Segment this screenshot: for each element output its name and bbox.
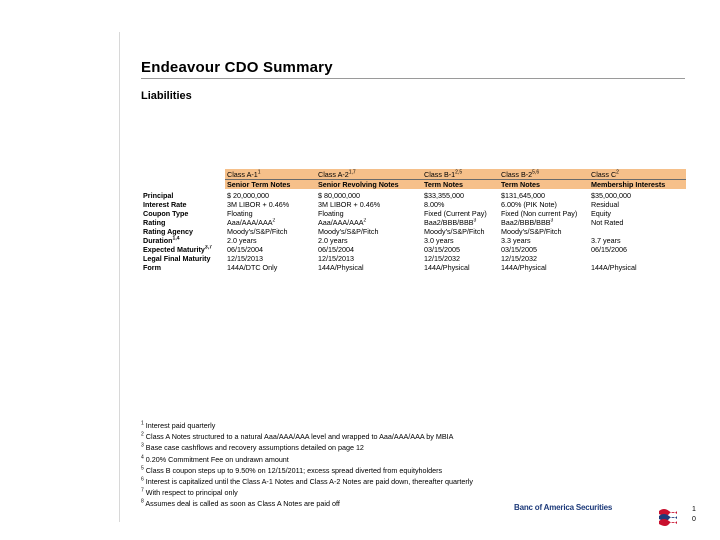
table-cell xyxy=(225,254,316,263)
row-label-superscript: 1,4 xyxy=(172,236,180,242)
class-header xyxy=(499,169,589,180)
footnote-number: 8 xyxy=(141,499,144,506)
cell-value: Fixed (Non current Pay) xyxy=(501,209,578,218)
cell-value: Not Rated xyxy=(591,218,624,227)
cell-value: Floating xyxy=(227,209,253,218)
table-cell xyxy=(422,254,499,263)
class-superscript: 5,6 xyxy=(532,169,540,176)
table-row xyxy=(141,254,686,263)
cell-superscript: 2 xyxy=(363,218,367,224)
note-type-header: Senior Term Notes xyxy=(225,180,316,190)
table-cell xyxy=(422,189,499,200)
cell-value: 3.7 years xyxy=(591,236,621,245)
footnote xyxy=(141,487,581,498)
class-label: Class A-2 xyxy=(318,169,349,179)
table-cell xyxy=(589,209,686,218)
footnote-text: Assumes deal is called as soon as Class A Notes are paid off xyxy=(145,499,340,509)
cell-value: Fixed (Current Pay) xyxy=(424,209,487,218)
footnote xyxy=(141,431,581,442)
cell-value: 144A/Physical xyxy=(424,263,470,272)
cell-superscript: 3 xyxy=(550,218,554,224)
cell-value: 3.0 years xyxy=(424,236,454,245)
table-cell xyxy=(499,236,589,245)
table-row xyxy=(141,218,686,227)
footnote-number: 2 xyxy=(141,431,144,438)
table-cell xyxy=(316,227,422,236)
table-header-class-row xyxy=(141,169,686,180)
cell-value: $ 20,000,000 xyxy=(227,190,269,200)
section-heading: Liabilities xyxy=(141,90,192,102)
footnote-text: Class B coupon steps up to 9.50% on 12/15/2011; excess spread diverted from equityholders xyxy=(145,465,443,475)
table-cell xyxy=(316,236,422,245)
class-label: Class B-2 xyxy=(501,169,533,179)
row-label xyxy=(141,254,225,263)
note-type-header: Membership Interests xyxy=(589,180,686,190)
table-cell xyxy=(225,245,316,254)
table-cell xyxy=(225,227,316,236)
footnote-text: Base case cashflows and recovery assumptions detailed on page 12 xyxy=(145,443,364,453)
footnotes xyxy=(141,420,581,510)
row-label xyxy=(141,189,225,200)
table-cell xyxy=(499,189,589,200)
table-cell xyxy=(499,227,589,236)
cell-value: Aaa/AAA/AAA xyxy=(318,218,364,227)
class-header xyxy=(422,169,499,180)
table-header-type-row xyxy=(141,180,686,190)
footnote xyxy=(141,442,581,453)
row-label-text: Expected Maturity xyxy=(143,245,205,254)
table-cell xyxy=(499,200,589,209)
class-header xyxy=(316,169,422,180)
left-margin-rule xyxy=(119,32,120,522)
table-row xyxy=(141,236,686,245)
row-label-text: Rating Agency xyxy=(143,227,194,236)
table-cell xyxy=(422,236,499,245)
class-label: Class A-1 xyxy=(227,169,258,179)
page-number-bottom: 0 xyxy=(692,516,696,523)
note-type-header: Senior Revolving Notes xyxy=(316,180,422,190)
cell-value: 12/15/2032 xyxy=(501,254,537,263)
class-superscript: 1 xyxy=(257,169,261,176)
cell-value: 3.3 years xyxy=(501,236,531,245)
cell-value: 3M LIBOR + 0.46% xyxy=(227,200,290,209)
table-cell xyxy=(316,218,422,227)
footnote xyxy=(141,476,581,487)
table-cell xyxy=(589,245,686,254)
table-cell xyxy=(316,254,422,263)
table-cell xyxy=(499,218,589,227)
flag-logo-icon xyxy=(657,505,679,527)
table-cell xyxy=(499,254,589,263)
table-cell xyxy=(225,236,316,245)
row-label-text: Form xyxy=(143,263,161,272)
row-label xyxy=(141,263,225,272)
row-label xyxy=(141,227,225,236)
table-cell xyxy=(589,227,686,236)
cell-value: Baa2/BBB/BBB xyxy=(501,218,551,227)
footnote-text: Class A Notes structured to a natural Aaa/AAA/AAA level and wrapped to Aaa/AAA/AAA by MBIA xyxy=(145,432,454,442)
footnote xyxy=(141,454,581,465)
row-label xyxy=(141,245,225,254)
row-label-text: Interest Rate xyxy=(143,200,187,209)
table-row xyxy=(141,263,686,272)
cell-superscript: 2 xyxy=(272,218,276,224)
table-cell xyxy=(499,245,589,254)
cell-value: 06/15/2004 xyxy=(318,245,354,254)
footnote xyxy=(141,420,581,431)
table-cell xyxy=(316,263,422,272)
note-type-header: Term Notes xyxy=(422,180,499,190)
class-label: Class B-1 xyxy=(424,169,456,179)
title-divider xyxy=(141,78,685,79)
cell-value: 12/15/2013 xyxy=(318,254,354,263)
cell-value: 8.00% xyxy=(424,200,445,209)
row-label-text: Rating xyxy=(143,218,166,227)
cell-value: Moody's/S&P/Fitch xyxy=(318,227,379,236)
cell-superscript: 3 xyxy=(473,218,477,224)
row-label-superscript: 3,7 xyxy=(204,245,212,251)
table-cell xyxy=(316,209,422,218)
cell-value: Aaa/AAA/AAA xyxy=(227,218,273,227)
cell-value: $ 80,000,000 xyxy=(318,190,360,200)
table-row xyxy=(141,189,686,200)
class-superscript: 1,7 xyxy=(348,169,356,176)
page-number xyxy=(690,505,698,525)
table-cell xyxy=(422,227,499,236)
table-cell xyxy=(225,218,316,227)
footnote-number: 5 xyxy=(141,465,144,472)
cell-value: 144A/DTC Only xyxy=(227,263,278,272)
cell-value: 2.0 years xyxy=(227,236,257,245)
cell-value: Baa2/BBB/BBB xyxy=(424,218,474,227)
footnote-number: 3 xyxy=(141,443,144,450)
table-cell xyxy=(589,254,686,263)
footnote xyxy=(141,465,581,476)
table-cell xyxy=(225,200,316,209)
table-cell xyxy=(316,189,422,200)
table-cell xyxy=(225,209,316,218)
table-cell xyxy=(499,209,589,218)
class-superscript: 2,5 xyxy=(455,169,463,176)
table-row xyxy=(141,227,686,236)
table-cell xyxy=(589,263,686,272)
table-cell xyxy=(422,218,499,227)
table-cell xyxy=(422,200,499,209)
page-number-top: 1 xyxy=(692,506,696,513)
class-superscript: 2 xyxy=(616,169,619,176)
cell-value: Floating xyxy=(318,209,344,218)
page-title: Endeavour CDO Summary xyxy=(141,59,333,76)
cell-value: 06/15/2006 xyxy=(591,245,627,254)
cell-value: $131,645,000 xyxy=(501,190,545,200)
footnote-number: 4 xyxy=(141,454,144,461)
row-label-text: Duration xyxy=(143,236,173,245)
cell-value: 12/15/2032 xyxy=(424,254,460,263)
header-blank-cell xyxy=(141,180,225,190)
row-label-text: Coupon Type xyxy=(143,209,189,218)
table-cell xyxy=(499,263,589,272)
cell-value: Moody's/S&P/Fitch xyxy=(227,227,288,236)
table-row xyxy=(141,209,686,218)
row-label-text: Principal xyxy=(143,190,174,200)
class-header xyxy=(589,169,686,180)
row-label-text: Legal Final Maturity xyxy=(143,254,211,263)
header-blank-cell xyxy=(141,169,225,180)
footnote-number: 1 xyxy=(141,420,144,427)
table-cell xyxy=(225,263,316,272)
footnote-number: 6 xyxy=(141,476,144,483)
company-logo xyxy=(512,500,642,518)
note-type-header: Term Notes xyxy=(499,180,589,190)
footnote-text: Interest paid quarterly xyxy=(145,421,216,430)
table-cell xyxy=(225,189,316,200)
table-cell xyxy=(589,236,686,245)
table-cell xyxy=(422,245,499,254)
row-label xyxy=(141,218,225,227)
table-cell xyxy=(316,245,422,254)
table-row xyxy=(141,200,686,209)
footnote-text: 0.20% Commitment Fee on undrawn amount xyxy=(145,454,289,464)
cell-value: 3M LIBOR + 0.46% xyxy=(318,200,381,209)
cell-value: 06/15/2004 xyxy=(227,245,263,254)
table-cell xyxy=(589,200,686,209)
cell-value: 03/15/2005 xyxy=(501,245,537,254)
row-label xyxy=(141,209,225,218)
cell-value: 144A/Physical xyxy=(501,263,547,272)
cell-value: 144A/Physical xyxy=(591,263,637,272)
cell-value: 144A/Physical xyxy=(318,263,364,272)
table-cell xyxy=(589,189,686,200)
cell-value: Moody's/S&P/Fitch xyxy=(424,227,485,236)
cell-value: 2.0 years xyxy=(318,236,348,245)
row-label xyxy=(141,236,225,245)
cell-value: Moody's/S&P/Fitch xyxy=(501,227,562,236)
footnote-number: 7 xyxy=(141,487,144,494)
table-cell xyxy=(589,218,686,227)
row-label xyxy=(141,200,225,209)
cell-value: 12/15/2013 xyxy=(227,254,263,263)
cell-value: $33,355,000 xyxy=(424,190,464,200)
footnote-text: With respect to principal only xyxy=(145,488,238,498)
table-cell xyxy=(422,263,499,272)
table-cell xyxy=(422,209,499,218)
logo-wordmark: Banc of America Securities xyxy=(514,503,613,512)
cell-value: $35,000,000 xyxy=(591,190,631,200)
table-cell xyxy=(316,200,422,209)
cell-value: Residual xyxy=(591,200,619,209)
class-header xyxy=(225,169,316,180)
cell-value: Equity xyxy=(591,209,611,218)
footnote-text: Interest is capitalized until the Class A-1 Notes and Class A-2 Notes are paid down, thereafter quarterly xyxy=(145,477,473,487)
class-label: Class C xyxy=(591,169,617,179)
cell-value: 03/15/2005 xyxy=(424,245,460,254)
table-row xyxy=(141,245,686,254)
cell-value: 6.00% (PIK Note) xyxy=(501,200,557,209)
liabilities-table xyxy=(141,169,686,272)
